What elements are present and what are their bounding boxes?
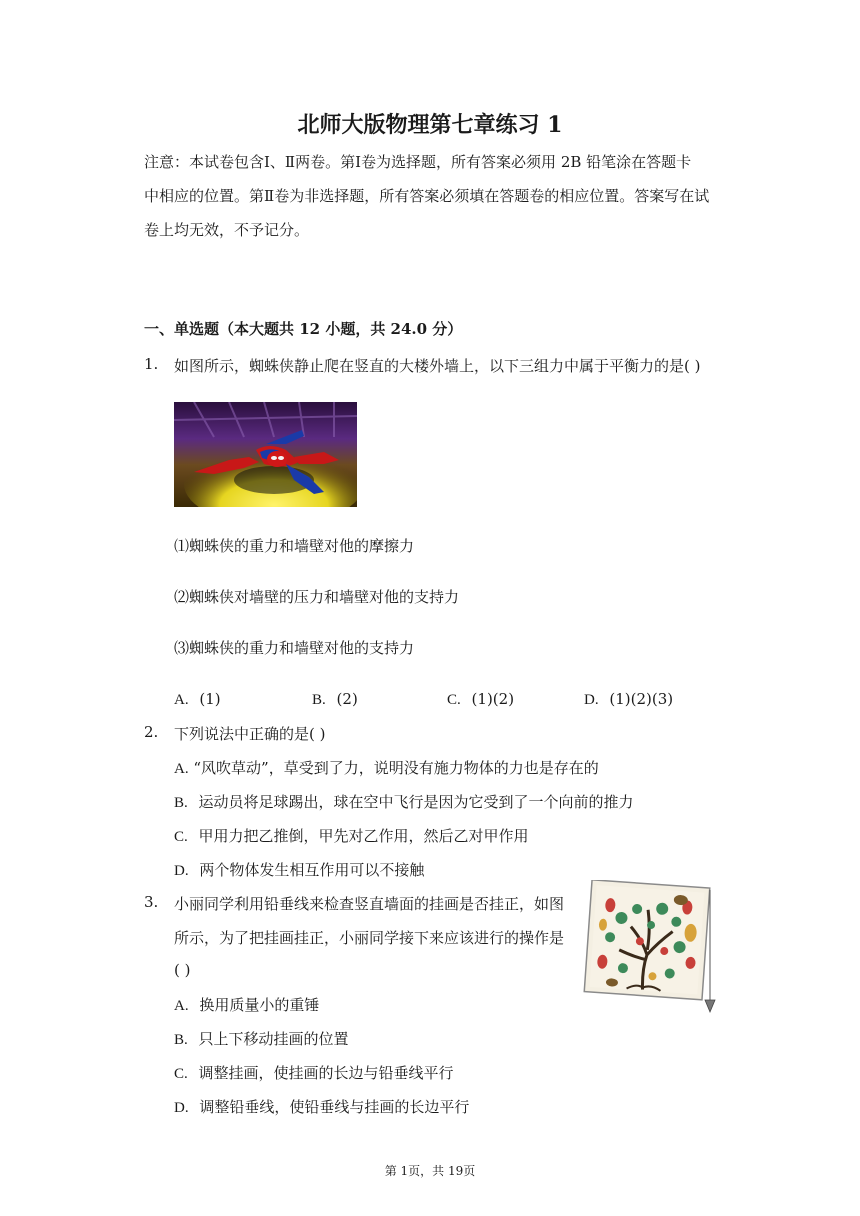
notice-line: 卷上均无效，不予记分。 bbox=[144, 221, 310, 239]
option-text: (1) bbox=[199, 690, 221, 708]
question-1-number: 1. bbox=[144, 355, 159, 373]
q1-statement-3: ⑶蜘蛛侠的重力和墙壁对他的支持力 bbox=[174, 639, 415, 657]
question-2-text: 下列说法中正确的是( ) bbox=[174, 725, 326, 743]
section-heading: 一、单选题（本大题共 12 小题，共 24.0 分） bbox=[144, 320, 463, 338]
q1-statement-1: ⑴蜘蛛侠的重力和墙壁对他的摩擦力 bbox=[174, 537, 415, 555]
hanging-picture-image bbox=[580, 880, 720, 1015]
question-1-text: 如图所示，蜘蛛侠静止爬在竖直的大楼外墙上，以下三组力中属于平衡力的是( ) bbox=[174, 357, 701, 375]
option-label: C. bbox=[447, 692, 461, 708]
notice-line: 中相应的位置。第Ⅱ卷为非选择题，所有答案必须填在答题卷的相应位置。答案写在试 bbox=[144, 187, 710, 205]
option-text: 换用质量小的重锤 bbox=[199, 996, 320, 1014]
page-footer: 第 1页，共 19页 bbox=[384, 1164, 476, 1178]
q1-option-a[interactable] bbox=[174, 690, 221, 709]
option-text: (1)(2)(3) bbox=[609, 690, 674, 708]
option-text: 只上下移动挂画的位置 bbox=[198, 1030, 349, 1048]
option-text: 调整铅垂线，使铅垂线与挂画的长边平行 bbox=[199, 1098, 470, 1116]
q3-option-d[interactable] bbox=[174, 1096, 469, 1117]
page-title: 北师大版物理第七章练习 1 bbox=[297, 112, 563, 138]
question-3-text-line: 小丽同学利用铅垂线来检查竖直墙面的挂画是否挂正，如图 bbox=[174, 895, 565, 913]
question-3-number: 3. bbox=[144, 893, 159, 911]
q1-option-c[interactable] bbox=[447, 690, 514, 709]
option-text: 运动员将足球踢出，球在空中飞行是因为它受到了一个向前的推力 bbox=[198, 793, 634, 811]
q1-statement-2: ⑵蜘蛛侠对墙壁的压力和墙壁对他的支持力 bbox=[174, 588, 460, 606]
option-label: B. bbox=[174, 795, 188, 811]
q3-option-b[interactable] bbox=[174, 1028, 349, 1049]
option-text: (1)(2) bbox=[471, 690, 515, 708]
q2-option-c[interactable] bbox=[174, 825, 529, 846]
option-label: D. bbox=[584, 692, 599, 708]
question-3-text-line: 所示，为了把挂画挂正，小丽同学接下来应该进行的操作是 bbox=[174, 929, 565, 947]
option-label: B. bbox=[174, 1032, 188, 1048]
option-text: 两个物体发生相互作用可以不接触 bbox=[199, 861, 425, 879]
option-label: A. bbox=[174, 761, 189, 777]
option-label: A. bbox=[174, 998, 189, 1014]
q3-option-c[interactable] bbox=[174, 1062, 454, 1083]
question-3-text-line: ( ) bbox=[174, 961, 191, 979]
q2-option-b[interactable] bbox=[174, 791, 634, 812]
q1-option-d[interactable] bbox=[584, 690, 673, 709]
spiderman-image bbox=[174, 402, 357, 507]
option-text: 调整挂画，使挂画的长边与铅垂线平行 bbox=[198, 1064, 454, 1082]
option-label: A. bbox=[174, 692, 189, 708]
notice-line: 注意：本试卷包含Ⅰ、Ⅱ两卷。第Ⅰ卷为选择题，所有答案必须用 2B 铅笔涂在答题卡 bbox=[144, 153, 692, 171]
q2-option-d[interactable] bbox=[174, 859, 424, 880]
option-label: D. bbox=[174, 863, 189, 879]
exam-notice bbox=[144, 145, 724, 247]
q1-option-b[interactable] bbox=[312, 690, 358, 709]
option-text: (2) bbox=[336, 690, 358, 708]
option-label: B. bbox=[312, 692, 326, 708]
option-label: C. bbox=[174, 829, 188, 845]
option-label: D. bbox=[174, 1100, 189, 1116]
option-label: C. bbox=[174, 1066, 188, 1082]
option-text: “风吹草动”，草受到了力，说明没有施力物体的力也是存在的 bbox=[193, 759, 599, 777]
q3-option-a[interactable] bbox=[174, 994, 319, 1015]
option-text: 甲用力把乙推倒，甲先对乙作用，然后乙对甲作用 bbox=[198, 827, 529, 845]
q2-option-a[interactable] bbox=[174, 757, 599, 778]
question-2-number: 2. bbox=[144, 723, 159, 741]
